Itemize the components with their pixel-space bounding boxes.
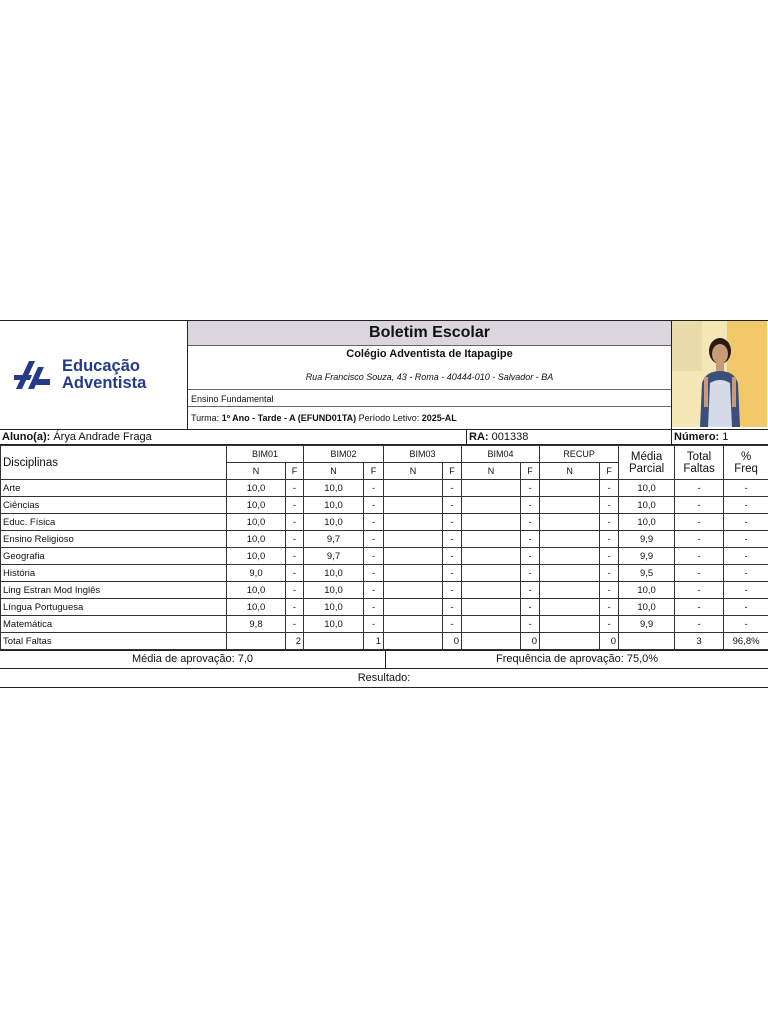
grade-cell: - — [675, 565, 724, 582]
n-header: N — [304, 463, 364, 480]
grade-cell: - — [443, 497, 462, 514]
grade-cell: - — [675, 531, 724, 548]
grade-cell — [304, 633, 364, 650]
page-title: Boletim Escolar — [188, 321, 671, 346]
class-info — [188, 408, 671, 428]
grade-cell — [384, 497, 443, 514]
grade-cell: - — [521, 514, 540, 531]
freq-header — [724, 446, 768, 480]
student-ra — [466, 430, 673, 444]
grade-cell: 9,5 — [619, 565, 675, 582]
grade-cell: - — [443, 514, 462, 531]
grade-cell — [540, 599, 600, 616]
grade-cell: - — [600, 582, 619, 599]
recup-header: RECUP — [540, 446, 619, 463]
grade-cell: - — [675, 497, 724, 514]
periodo-label: Período Letivo: — [358, 413, 420, 423]
subject-name: Ensino Religioso — [1, 531, 227, 548]
total-header-line2: Faltas — [683, 462, 715, 475]
bim02-header: BIM02 — [304, 446, 384, 463]
grade-cell: 10,0 — [304, 616, 364, 633]
grade-cell: - — [600, 565, 619, 582]
numero-label: Número: — [674, 431, 720, 443]
grade-cell: - — [521, 497, 540, 514]
grade-cell: - — [443, 582, 462, 599]
grade-cell: - — [521, 582, 540, 599]
periodo-value: 2025-AL — [421, 413, 457, 423]
grade-cell: - — [286, 497, 304, 514]
grade-cell — [462, 616, 521, 633]
grade-cell: 9,8 — [227, 616, 286, 633]
grade-cell — [462, 599, 521, 616]
turma-label: Turma: — [191, 413, 220, 423]
education-level: Ensino Fundamental — [188, 389, 671, 407]
table-row — [1, 531, 768, 548]
total-faltas-header — [675, 446, 724, 480]
grade-cell: - — [675, 480, 724, 497]
grade-cell: 9,7 — [304, 531, 364, 548]
logo — [0, 321, 188, 429]
subject-name: Educ. Física — [1, 514, 227, 531]
numero-value: 1 — [722, 431, 729, 443]
freq-header-line1: % — [740, 450, 752, 463]
table-row — [1, 599, 768, 616]
grade-cell: - — [521, 548, 540, 565]
grade-cell: - — [286, 599, 304, 616]
grade-cell — [384, 514, 443, 531]
student-name-value: Árya Andrade Fraga — [53, 431, 152, 443]
resultado: Resultado: — [0, 669, 768, 688]
grade-cell — [462, 497, 521, 514]
grades-body — [1, 480, 768, 650]
grade-cell: 0 — [443, 633, 462, 650]
grade-cell — [227, 633, 286, 650]
table-row — [1, 548, 768, 565]
grade-cell: 10,0 — [619, 582, 675, 599]
grade-cell: - — [724, 480, 768, 497]
grade-cell: 10,0 — [227, 548, 286, 565]
grade-cell: - — [724, 616, 768, 633]
total-header-line1: Total — [686, 450, 712, 463]
f-header: F — [364, 463, 384, 480]
grade-cell: - — [600, 548, 619, 565]
grade-cell: - — [286, 531, 304, 548]
grade-cell — [540, 616, 600, 633]
grade-cell — [384, 480, 443, 497]
grade-cell: - — [286, 616, 304, 633]
grade-cell: 10,0 — [227, 497, 286, 514]
grade-cell: - — [724, 582, 768, 599]
grade-cell: - — [675, 616, 724, 633]
approval-criteria — [0, 650, 768, 669]
bim04-header: BIM04 — [462, 446, 540, 463]
media-header-line2: Parcial — [629, 462, 665, 475]
grade-cell: 10,0 — [619, 599, 675, 616]
bim01-header: BIM01 — [227, 446, 304, 463]
grade-cell: 1 — [364, 633, 384, 650]
n-header: N — [227, 463, 286, 480]
grade-cell — [540, 633, 600, 650]
ra-label: RA: — [469, 431, 489, 443]
grade-cell — [462, 480, 521, 497]
table-row — [1, 565, 768, 582]
grade-cell — [462, 548, 521, 565]
student-number — [671, 430, 768, 444]
grade-cell: - — [364, 548, 384, 565]
media-header-line1: Média — [630, 450, 663, 463]
grade-cell: - — [521, 480, 540, 497]
grade-cell — [384, 582, 443, 599]
table-row — [1, 582, 768, 599]
grade-cell: 10,0 — [619, 514, 675, 531]
grade-cell: - — [286, 548, 304, 565]
grade-cell: - — [521, 565, 540, 582]
subject-name: Ling Estran Mod Inglês — [1, 582, 227, 599]
grade-cell: - — [364, 531, 384, 548]
subject-name: Ciências — [1, 497, 227, 514]
grade-cell — [462, 514, 521, 531]
subject-name: Geografia — [1, 548, 227, 565]
header-row-1 — [1, 446, 768, 463]
grade-cell — [540, 514, 600, 531]
subject-name: Língua Portuguesa — [1, 599, 227, 616]
table-row — [1, 514, 768, 531]
grade-cell — [540, 582, 600, 599]
logo-text — [62, 358, 146, 392]
logo-line1: Educação — [62, 357, 140, 375]
subject-name: Matemática — [1, 616, 227, 633]
grade-cell — [384, 633, 443, 650]
f-header: F — [600, 463, 619, 480]
table-row — [1, 616, 768, 633]
grade-cell: - — [724, 514, 768, 531]
grade-cell: 10,0 — [227, 582, 286, 599]
grade-cell: 10,0 — [227, 531, 286, 548]
table-row — [1, 497, 768, 514]
grade-cell: - — [675, 599, 724, 616]
subject-name: Total Faltas — [1, 633, 227, 650]
subject-name: Arte — [1, 480, 227, 497]
grades-table — [0, 445, 768, 650]
grade-cell: - — [675, 548, 724, 565]
grade-cell — [462, 531, 521, 548]
grade-cell — [384, 616, 443, 633]
grade-cell: 10,0 — [304, 497, 364, 514]
freq-header-line2: Freq — [734, 462, 758, 475]
report-header — [0, 320, 768, 429]
grade-cell: 10,0 — [304, 582, 364, 599]
grade-cell: - — [364, 599, 384, 616]
n-header: N — [384, 463, 443, 480]
frequencia-aprovacao: Frequência de aprovação: 75,0% — [495, 653, 659, 665]
adventist-logo-icon — [14, 359, 50, 391]
turma-value: 1º Ano - Tarde - A (EFUND01TA) — [221, 413, 357, 423]
grade-cell: 3 — [675, 633, 724, 650]
grade-cell: - — [443, 565, 462, 582]
report-card — [0, 320, 768, 688]
grade-cell: - — [443, 480, 462, 497]
grade-cell: - — [724, 565, 768, 582]
grade-cell: 96,8% — [724, 633, 768, 650]
grade-cell: - — [600, 514, 619, 531]
n-header: N — [462, 463, 521, 480]
grade-cell: 2 — [286, 633, 304, 650]
school-address: Rua Francisco Souza, 43 - Roma - 40444-010 - Salvador - BA — [305, 372, 554, 382]
grade-cell: 10,0 — [304, 599, 364, 616]
f-header: F — [443, 463, 462, 480]
grade-cell — [384, 548, 443, 565]
grade-cell — [540, 565, 600, 582]
grade-cell — [619, 633, 675, 650]
grade-cell: - — [521, 599, 540, 616]
grade-cell — [462, 633, 521, 650]
total-faltas-row — [1, 633, 768, 650]
student-name-label: Aluno(a): — [2, 431, 51, 443]
grade-cell: 10,0 — [304, 514, 364, 531]
disciplinas-header: Disciplinas — [1, 446, 227, 480]
grade-cell — [384, 531, 443, 548]
student-name — [2, 430, 152, 444]
grade-cell — [540, 480, 600, 497]
grade-cell — [384, 565, 443, 582]
title-block — [188, 321, 671, 429]
logo-line2: Adventista — [62, 374, 147, 392]
grade-cell — [462, 565, 521, 582]
grade-cell: - — [724, 599, 768, 616]
grade-cell: 10,0 — [619, 497, 675, 514]
n-header: N — [540, 463, 600, 480]
grade-cell: - — [443, 616, 462, 633]
grade-cell: - — [286, 480, 304, 497]
grade-cell: 10,0 — [619, 480, 675, 497]
grade-cell: - — [364, 582, 384, 599]
subject-name: História — [1, 565, 227, 582]
grade-cell: - — [675, 514, 724, 531]
grade-cell — [462, 582, 521, 599]
grade-cell: 9,0 — [227, 565, 286, 582]
school-name: Colégio Adventista de Itapagipe — [346, 348, 513, 360]
grade-cell: - — [286, 514, 304, 531]
grade-cell — [540, 497, 600, 514]
student-photo — [671, 321, 768, 429]
grade-cell: - — [286, 565, 304, 582]
grade-cell: - — [364, 497, 384, 514]
grade-cell: - — [521, 531, 540, 548]
grade-cell: 10,0 — [227, 599, 286, 616]
grade-cell: - — [600, 599, 619, 616]
grade-cell: - — [600, 616, 619, 633]
media-aprovacao: Média de aprovação: 7,0 — [0, 651, 386, 668]
grade-cell: - — [286, 582, 304, 599]
grade-cell: - — [724, 548, 768, 565]
grade-cell: - — [364, 616, 384, 633]
table-row — [1, 480, 768, 497]
grade-cell: 9,9 — [619, 616, 675, 633]
grade-cell: - — [600, 531, 619, 548]
grade-cell: - — [443, 531, 462, 548]
grade-cell: 9,9 — [619, 531, 675, 548]
student-photo-image — [672, 321, 767, 427]
grade-cell: 10,0 — [304, 480, 364, 497]
grade-cell — [540, 548, 600, 565]
grade-cell: 0 — [600, 633, 619, 650]
grade-cell: - — [443, 599, 462, 616]
grade-cell: 10,0 — [304, 565, 364, 582]
grade-cell: - — [724, 531, 768, 548]
grade-cell — [540, 531, 600, 548]
grade-cell: - — [364, 514, 384, 531]
grade-cell: 10,0 — [227, 480, 286, 497]
grade-cell: 9,7 — [304, 548, 364, 565]
ra-value: 001338 — [491, 431, 529, 443]
media-parcial-header — [619, 446, 675, 480]
grade-cell: - — [521, 616, 540, 633]
grade-cell: 9,9 — [619, 548, 675, 565]
grade-cell: 10,0 — [227, 514, 286, 531]
grade-cell — [384, 599, 443, 616]
grade-cell: - — [600, 497, 619, 514]
bim03-header: BIM03 — [384, 446, 462, 463]
grade-cell: - — [364, 565, 384, 582]
grade-cell: - — [443, 548, 462, 565]
grade-cell: - — [364, 480, 384, 497]
grade-cell: - — [724, 497, 768, 514]
f-header: F — [286, 463, 304, 480]
grade-cell: - — [675, 582, 724, 599]
f-header: F — [521, 463, 540, 480]
student-row — [0, 429, 768, 445]
grade-cell: 0 — [521, 633, 540, 650]
grade-cell: - — [600, 480, 619, 497]
